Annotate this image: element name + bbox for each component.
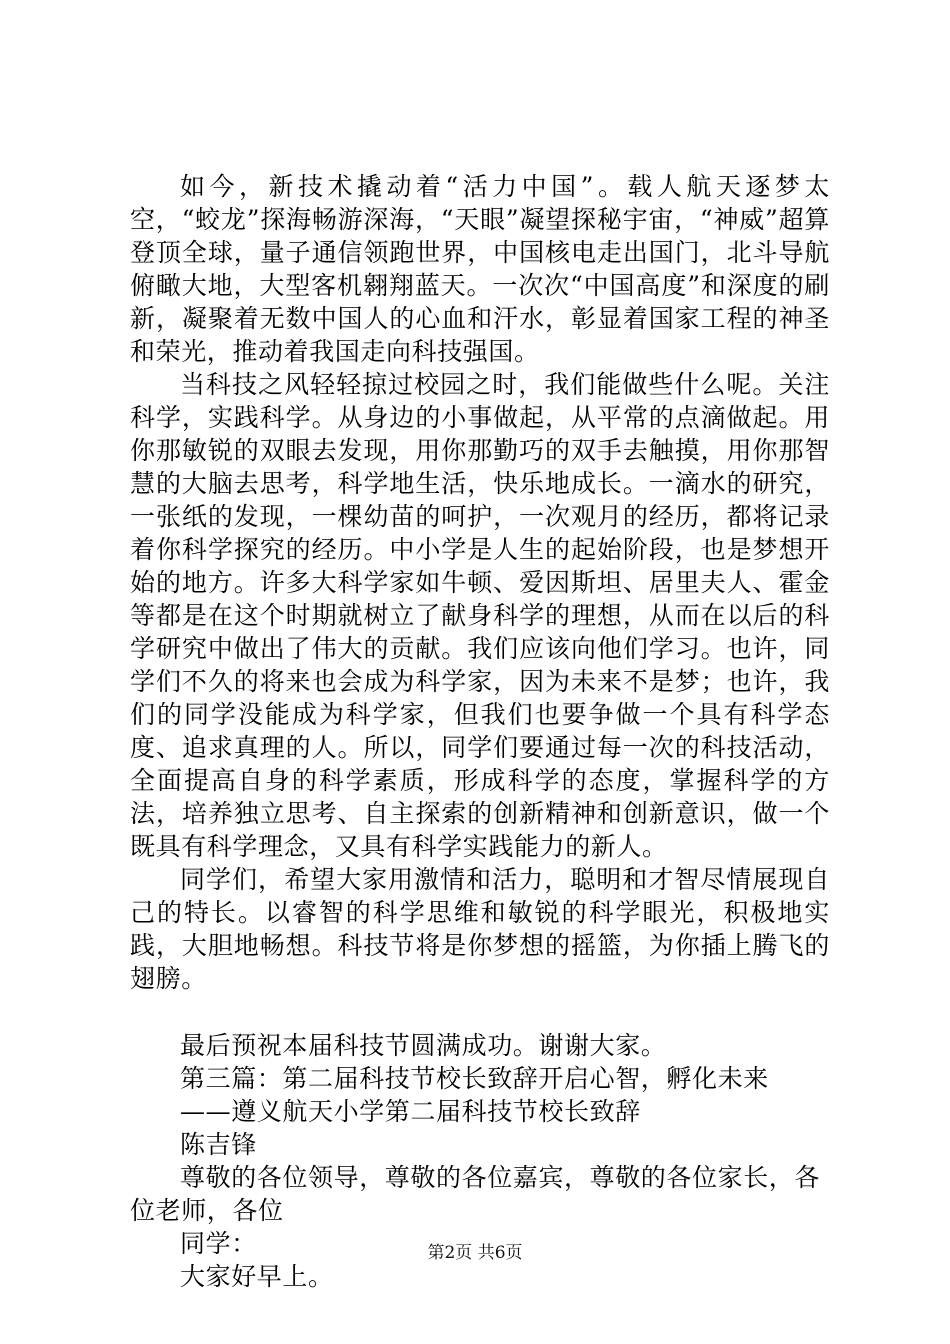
- greeting-line: 尊敬的各位领导，尊敬的各位嘉宾，尊敬的各位家长，各位老师，各位: [130, 1163, 821, 1225]
- greeting-continuation: 同学：: [180, 1229, 257, 1258]
- paragraph-students-wish: 同学们，希望大家用激情和活力，聪明和才智尽情展现自己的特长。以睿智的科学思维和敏锐的科学眼光，积极地实践，大胆地畅想。科技节将是你梦想的摇篮，为你插上腾飞的翅膀。: [130, 865, 830, 993]
- blank-line: [130, 995, 830, 1029]
- paragraph-science-campus: 当科技之风轻轻掠过校园之时，我们能做些什么呢。关注科学，实践科学。从身边的小事做起，从平常的点滴做起。用你那敏锐的双眼去发现，用你那勤巧的双手去触摸，用你那智慧的大脑去思考，科学地生活，快乐地成长。一滴水的研究，一张纸的发现，一棵幼苗的呵护，一次观月的经历，都将记录着你科学探究的经历。中小学是人生的起始阶段，也是梦想开始的地方。许多大科学家如牛顿、爱因斯坦、居里夫人、霍金等都是在这个时期就树立了献身科学的理想，从而在以后的科学研究中做出了伟大的贡献。我们应该向他们学习。也许，同学们不久的将来也会成为科学家，因为未来不是梦；也许，我们的同学没能成为科学家，但我们也要争做一个具有科学态度、追求真理的人。所以，同学们要通过每一次的科技活动，全面提高自身的科学素质，形成科学的态度，掌握科学的方法，培养独立思考、自主探索的创新精神和创新意识，做一个既具有科学理念，又具有科学实践能力的新人。: [130, 370, 830, 861]
- document-body: [130, 170, 830, 1293]
- closing-line: 最后预祝本届科技节圆满成功。谢谢大家。: [180, 1031, 667, 1060]
- page-footer: 第2页 共6页: [427, 1243, 523, 1263]
- paragraph-vitality-china: 如今，新技术撬动着“活力中国”。载人航天逐梦太空，“蛟龙”探海畅游深海，“天眼”凝望探秘宇宙，“神威”超算登顶全球，量子通信领跑世界，中国核电走出国门，北斗导航俯瞰大地，大型客机翱翔蓝天。一次次“中国高度”和深度的刷新，凝聚着无数中国人的心血和汗水，彰显着国家工程的神圣和荣光，推动着我国走向科技强国。: [130, 172, 830, 366]
- section-subtitle: ——遵义航天小学第二届科技节校长致辞: [180, 1097, 641, 1126]
- author-name: 陈吉锋: [180, 1130, 257, 1159]
- section-title: 第三篇：第二届科技节校长致辞开启心智，孵化未来: [180, 1064, 769, 1093]
- opening-line: 大家好早上。: [180, 1262, 334, 1291]
